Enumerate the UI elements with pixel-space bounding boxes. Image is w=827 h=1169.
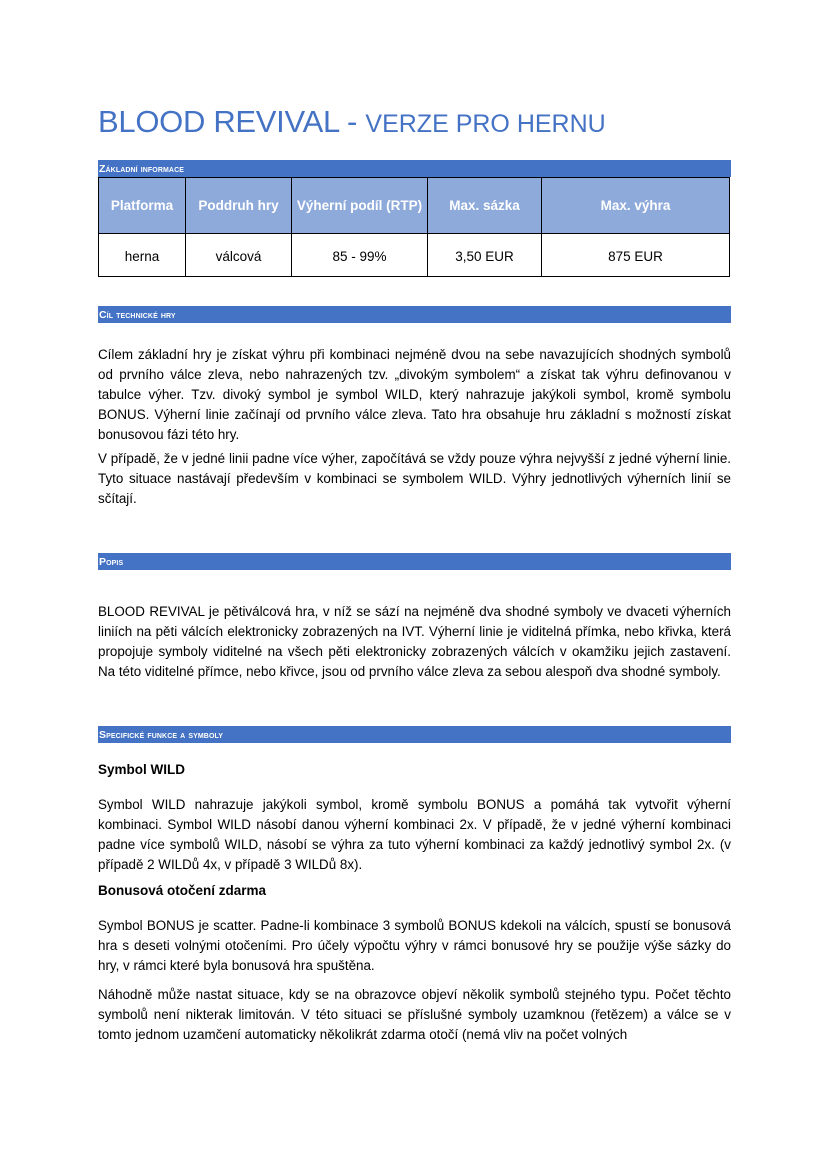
- basic-info-table: [98, 177, 730, 277]
- table-cell: herna: [99, 234, 186, 277]
- wild-heading: Symbol WILD: [98, 762, 185, 777]
- goal-paragraph-1: Cílem základní hry je získat výhru při kombinaci nejméně dvou na sebe navazujících shodných symbolů od prvního válce zleva, nebo nahrazených tzv. „divokým symbolem“ a získat tak výhru definovanou v tabulce výher. Tzv. divoký symbol je symbol WILD, který nahrazuje jakýkoli symbol, kromě symbolu BONUS. Výherní linie začínají od prvního válce zleva. Tato hra obsahuje hru základní s možností získat bonusovou fázi této hry.: [98, 347, 731, 442]
- title-sub: VERZE PRO HERNU: [365, 110, 606, 138]
- table-header-cell: Max. sázka: [428, 178, 542, 234]
- bonus-heading: Bonusová otočení zdarma: [98, 883, 267, 898]
- section-heading-basic-info: Základní informace: [98, 160, 731, 177]
- section-heading-description: Popis: [98, 553, 731, 570]
- table-cell: 3,50 EUR: [428, 234, 542, 277]
- title-main: BLOOD REVIVAL -: [98, 104, 358, 139]
- random-paragraph: Náhodně může nastat situace, kdy se na obrazovce objeví několik symbolů stejného typu. Počet těchto symbolů není nikterak limitován. V této situaci se příslušné symboly uzamknou (řetězem) a válce se v tomto jednom uzamčení automaticky několikrát zdarma otočí (nemá vliv na počet volných: [98, 987, 731, 1042]
- section-heading-features: Specifické funkce a symboly: [98, 726, 731, 743]
- table-header-row: [99, 178, 730, 234]
- table-header-cell: Výherní podíl (RTP): [292, 178, 428, 234]
- table-header-cell: Platforma: [99, 178, 186, 234]
- bonus-paragraph: Symbol BONUS je scatter. Padne-li kombinace 3 symbolů BONUS kdekoli na válcích, spustí se bonusová hra s deseti volnými otočeními. Pro účely výpočtu výhry v rámci bonusové hry se použije výše sázky do hry, v rámci které byla bonusová hra spuštěna.: [98, 918, 731, 973]
- table-header-cell: Poddruh hry: [186, 178, 292, 234]
- document-title: [98, 104, 606, 140]
- table-cell: válcová: [186, 234, 292, 277]
- table-header-cell: Max. výhra: [542, 178, 730, 234]
- wild-paragraph: Symbol WILD nahrazuje jakýkoli symbol, kromě symbolu BONUS a pomáhá tak vytvořit výherní kombinaci. Symbol WILD násobí danou výherní kombinaci 2x. V případě, že v jedné výherní kombinaci padne více symbolů WILD, násobí se výhra za tuto výherní kombinaci za každý jednotlivý symbol 2x. (v případě 2 WILDů 4x, v případě 3 WILDů 8x).: [98, 797, 731, 872]
- table-cell: 875 EUR: [542, 234, 730, 277]
- section-heading-goal: Cíl technické hry: [98, 306, 731, 323]
- table-row: [99, 234, 730, 277]
- goal-paragraph-2: V případě, že v jedné linii padne více výher, započítává se vždy pouze výhra nejvyšší z jedné výherní linie. Tyto situace nastávají především v kombinaci se symbolem WILD. Výhry jednotlivých výherních linií se sčítají.: [98, 451, 731, 506]
- table-cell: 85 - 99%: [292, 234, 428, 277]
- description-paragraph: BLOOD REVIVAL je pětiválcová hra, v níž se sází na nejméně dva shodné symboly ve dvaceti výherních liniích na pěti válcích elektronicky zobrazených na IVT. Výherní linie je viditelná přímka, nebo křivka, která propojuje symboly viditelné na všech pěti elektronicky zobrazených válcích v okamžiku jejich zastavení. Na této viditelné přímce, nebo křivce, jsou od prvního válce zleva za sebou alespoň dva shodné symboly.: [98, 604, 731, 679]
